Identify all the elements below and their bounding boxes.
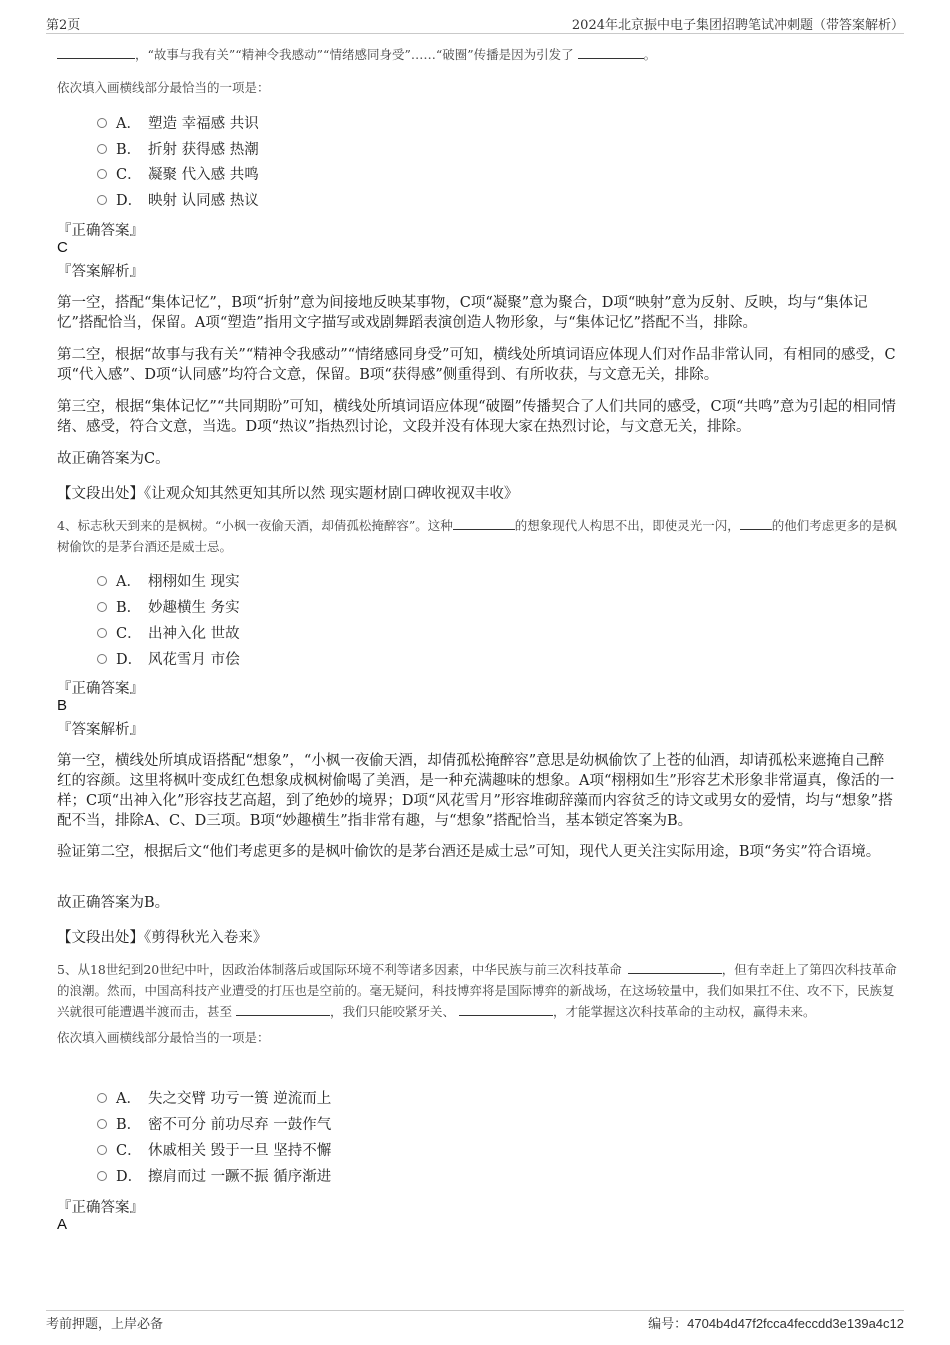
q4-analysis-paragraph: 第一空，横线处所填成语搭配“想象”，“小枫一夜偷天酒，却倩孤松掩醉容”意思是幼枫偷饮了上苍的仙酒，却请孤松来遮掩自己醉红的容颜。这里将枫叶变成红色想象成枫树偷喝了美酒，是一种充满趣味的想象。A项“栩栩如生”形容艺术形象非常逼真，像活的一样；C项“出神入化”形容技艺高超，到了绝妙的境界；D项“风花雪月”形容堆砌辞藻而内容贫乏的诗文或男女的爱情，均与“想象”搭配不当，排除A、C、D三项。B项“妙趣横生”指非常有趣，与“想象”搭配恰当，基本锁定答案为B。 <box>57 753 895 829</box>
q4-stem: 4、标志秋天到来的是枫树。“小枫一夜偷天酒，却倩孤松掩醉容”。这种 的想象现代人构思不出，即使灵光一闪， 的他们考虑更多的是枫树偷饮的是茅台酒还是威士忌。 <box>57 518 897 554</box>
header-divider <box>46 33 904 34</box>
q5-option-c[interactable]: C． 休戚相关 毁于一旦 坚持不懈 <box>97 1140 331 1162</box>
q3-analysis-paragraph: 第三空，根据“集体记忆”“共同期盼”可知，横线处所填词语应体现“破圈”传播契合了人们共同的感受，C项“共鸣”意为引起的相同情绪、感受，符合文意，当选。D项“热议”指热烈讨论，文段并没有体现大家在热烈讨论，与文意无关，排除。 <box>57 399 896 435</box>
fill-blank <box>740 517 772 530</box>
radio-icon[interactable] <box>97 169 107 179</box>
q3-instruction: 依次填入画横线部分最恰当的一项是： <box>57 80 270 95</box>
q3-analysis-paragraph: 第二空，根据“故事与我有关”“精神令我感动”“情绪感同身受”可知，横线处所填词语应体现人们对作品非常认同，有相同的感受，C项“代入感”、D项“认同感”均符合文意，保留。B项“获得感”侧重得到、有所收获，与文意无关，排除。 <box>57 347 896 383</box>
q4-conclusion: 故正确答案为B。 <box>57 895 170 911</box>
footer-slogan: 考前押题，上岸必备 <box>46 1317 164 1332</box>
q4-answer: B <box>57 697 68 714</box>
q5-answer-label: 『正确答案』 <box>57 1200 144 1216</box>
page-header <box>46 14 904 34</box>
fill-blank <box>453 517 515 530</box>
q4-analysis-label: 『答案解析』 <box>57 722 144 738</box>
q5-stem: 5、从18世纪到20世纪中叶，因政治体制落后或国际环境不利等诸多因素，中华民族与前三次科技革命 ，但有幸赶上了第四次科技革命的浪潮。然而，中国高科技产业遭受的打压也是空前的。毫无疑问，科技博弈将是国际博弈的新战场，在这场较量中，我们如果扛不住、攻不下，民族复兴就很可能遭遇半渡而击，甚至 ，我们只能咬紧牙关、 ，才能掌握这次科技革命的主动权，赢得未来。 <box>57 962 897 1019</box>
q3-stem: ，“故事与我有关”“精神令我感动”“情绪感同身受”……“破圈”传播是因为引发了 。 <box>57 44 897 65</box>
q3-analysis-paragraph: 第一空，搭配“集体记忆”，B项“折射”意为间接地反映某事物，C项“凝聚”意为聚合，D项“映射”意为反射、反映，均与“集体记忆”搭配恰当，保留。A项“塑造”指用文字描写或戏剧舞蹈表演创造人物形象，与“集体记忆”搭配不当，排除。 <box>57 295 868 331</box>
q3-source: 【文段出处】《让观众知其然更知其所以然 现实题材剧口碑收视双丰收》 <box>57 486 519 502</box>
q5-option-a[interactable]: A． 失之交臂 功亏一篑 逆流而上 <box>97 1088 331 1110</box>
q3-option-a[interactable]: A． 塑造 幸福感 共识 <box>97 113 259 135</box>
q3-analysis-label: 『答案解析』 <box>57 264 144 280</box>
q4-option-d[interactable]: D． 风花雪月 市侩 <box>97 649 240 671</box>
radio-icon[interactable] <box>97 602 107 612</box>
radio-icon[interactable] <box>97 144 107 154</box>
q5-instruction: 依次填入画横线部分最恰当的一项是： <box>57 1030 270 1045</box>
q3-option-c[interactable]: C． 凝聚 代入感 共鸣 <box>97 164 259 186</box>
fill-blank <box>57 46 135 59</box>
q3-answer: C <box>57 239 68 256</box>
radio-icon[interactable] <box>97 576 107 586</box>
radio-icon[interactable] <box>97 654 107 664</box>
q5-option-d[interactable]: D． 擦肩而过 一蹶不振 循序渐进 <box>97 1166 331 1188</box>
fill-blank <box>236 1003 330 1016</box>
page-number: 第2页 <box>46 18 81 33</box>
radio-icon[interactable] <box>97 1145 107 1155</box>
q4-analysis-paragraph: 验证第二空，根据后文“他们考虑更多的是枫叶偷饮的是茅台酒还是威士忌”可知，现代人更关注实际用途，B项“务实”符合语境。 <box>57 844 881 860</box>
radio-icon[interactable] <box>97 1093 107 1103</box>
radio-icon[interactable] <box>97 628 107 638</box>
q4-source: 【文段出处】《剪得秋光入卷来》 <box>57 930 268 946</box>
q4-option-a[interactable]: A． 栩栩如生 现实 <box>97 571 240 593</box>
radio-icon[interactable] <box>97 118 107 128</box>
q4-option-c[interactable]: C． 出神入化 世故 <box>97 623 240 645</box>
q4-answer-label: 『正确答案』 <box>57 681 144 697</box>
q3-answer-label: 『正确答案』 <box>57 223 144 239</box>
q4-option-b[interactable]: B． 妙趣横生 务实 <box>97 597 240 619</box>
document-code: 编号：4704b4d47f2fcca4feccdd3e139a4c12 <box>648 1316 904 1331</box>
fill-blank <box>578 46 644 59</box>
radio-icon[interactable] <box>97 195 107 205</box>
fill-blank <box>459 1003 553 1016</box>
radio-icon[interactable] <box>97 1171 107 1181</box>
q5-answer: A <box>57 1216 68 1233</box>
radio-icon[interactable] <box>97 1119 107 1129</box>
fill-blank <box>628 961 722 974</box>
q5-option-b[interactable]: B． 密不可分 前功尽弃 一鼓作气 <box>97 1114 331 1136</box>
q3-option-b[interactable]: B． 折射 获得感 热潮 <box>97 139 259 161</box>
q3-option-d[interactable]: D． 映射 认同感 热议 <box>97 190 259 212</box>
footer-divider <box>46 1310 904 1311</box>
document-title: 2024年北京振中电子集团招聘笔试冲刺题（带答案解析） <box>571 18 904 33</box>
q3-conclusion: 故正确答案为C。 <box>57 451 170 467</box>
